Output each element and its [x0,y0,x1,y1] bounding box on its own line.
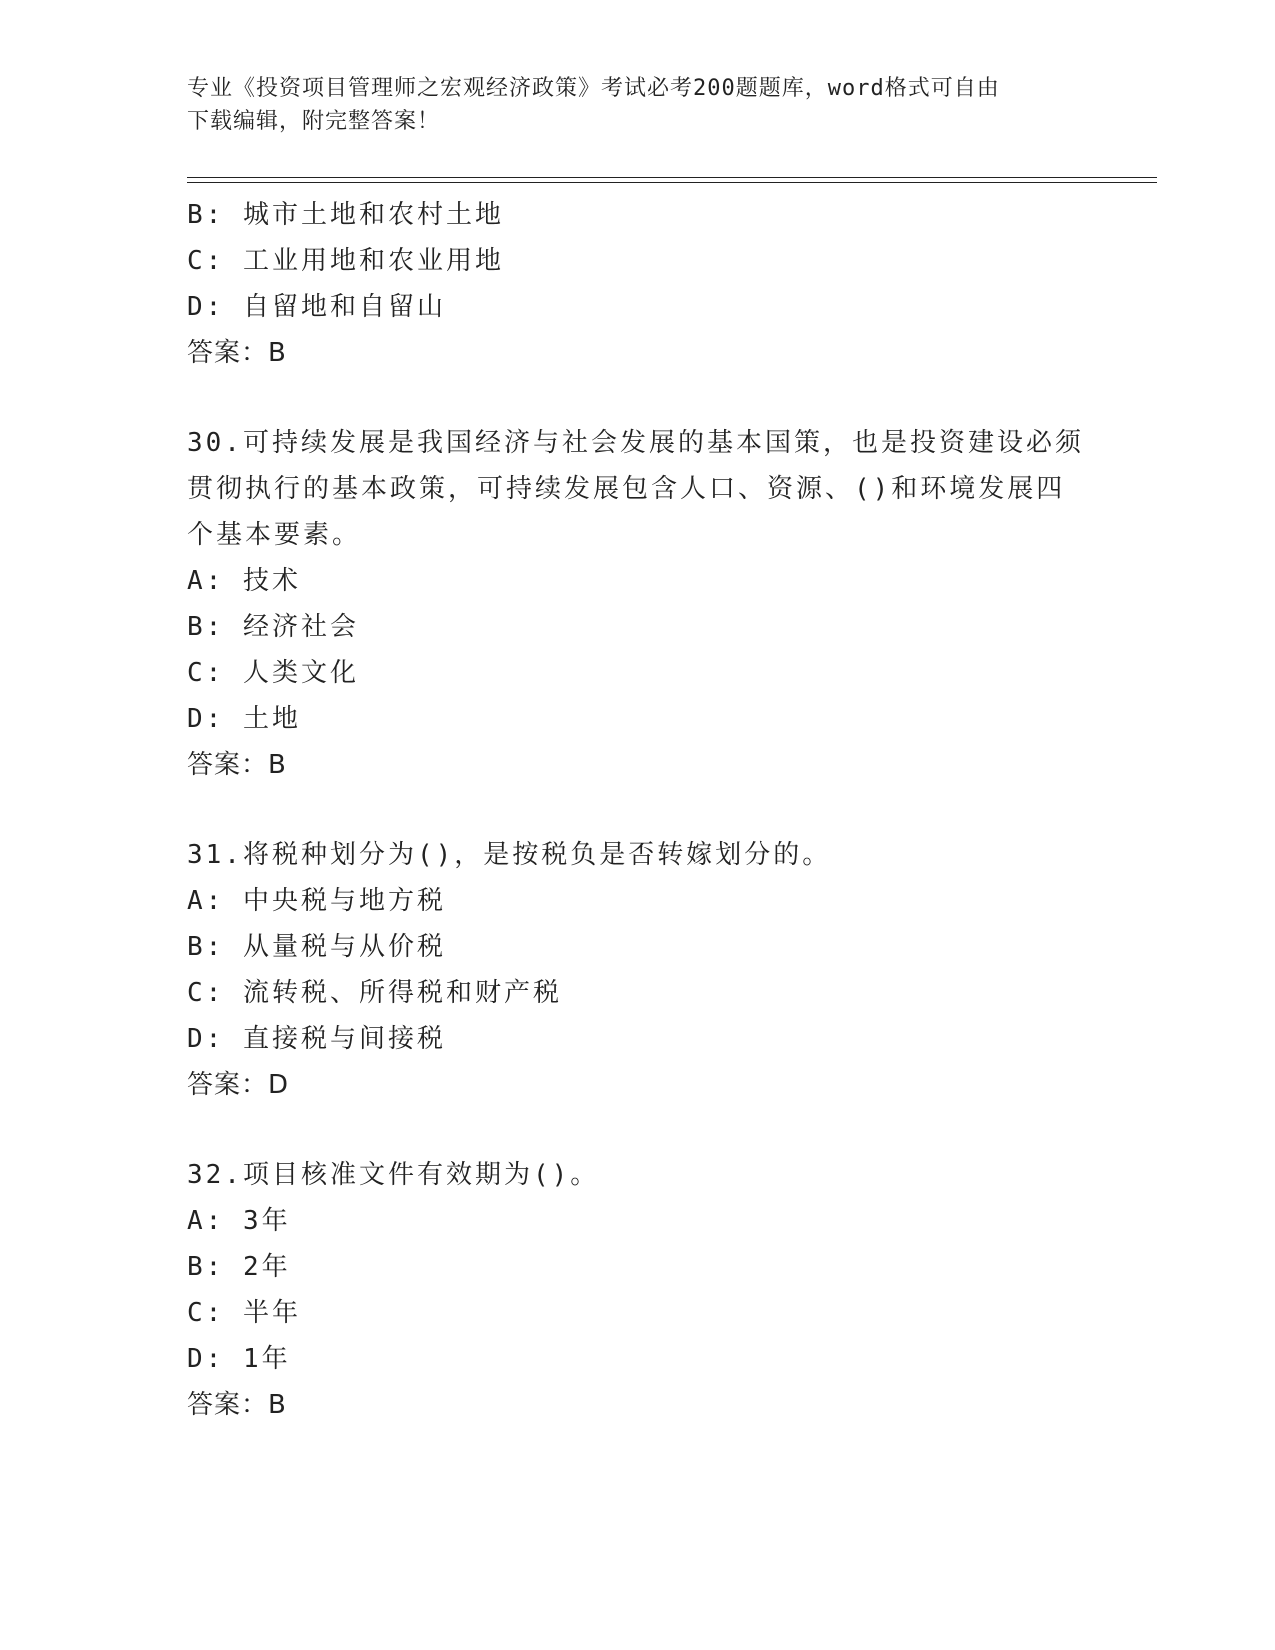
question-stem [187,1152,1087,1198]
stem-line: 31.将税种划分为()，是按税负是否转嫁划分的。 [187,840,832,870]
answer-line: 答案：B [187,338,287,368]
answer-line: 答案：B [187,1390,287,1420]
header-rule-bottom [187,182,1157,183]
option-b: B: 城市土地和农村土地 [187,200,504,230]
document-body [187,192,1087,1428]
question-stem [187,420,1087,558]
option-c: C: 半年 [187,1298,301,1328]
answer-line: 答案：B [187,750,287,780]
option-c: C: 流转税、所得税和财产税 [187,978,562,1008]
option-b: B: 从量税与从价税 [187,932,446,962]
header-rule-top [187,177,1157,178]
option-c: C: 人类文化 [187,658,359,688]
stem-line: 贯彻执行的基本政策，可持续发展包含人口、资源、()和环境发展四 [187,474,1066,504]
question-fragment [187,192,1087,376]
option-d: D: 直接税与间接税 [187,1024,446,1054]
question-stem [187,832,1087,878]
question-31 [187,832,1087,1108]
question-30 [187,420,1087,788]
header-line-1: 专业《投资项目管理师之宏观经济政策》考试必考200题题库，word格式可自由 [187,76,1000,101]
header-line-2: 下载编辑，附完整答案！ [187,109,441,134]
option-c: C: 工业用地和农业用地 [187,246,504,276]
option-d: D: 1年 [187,1344,291,1374]
answer-line: 答案：D [187,1070,290,1100]
option-a: A: 3年 [187,1206,291,1236]
option-b: B: 经济社会 [187,612,359,642]
stem-line: 30.可持续发展是我国经济与社会发展的基本国策，也是投资建设必须 [187,428,1084,458]
document-header [187,72,1087,138]
option-a: A: 技术 [187,566,301,596]
question-32 [187,1152,1087,1428]
stem-line: 32.项目核准文件有效期为()。 [187,1160,600,1190]
option-a: A: 中央税与地方税 [187,886,446,916]
option-d: D: 自留地和自留山 [187,292,446,322]
option-b: B: 2年 [187,1252,291,1282]
stem-line: 个基本要素。 [187,520,362,550]
option-d: D: 土地 [187,704,301,734]
